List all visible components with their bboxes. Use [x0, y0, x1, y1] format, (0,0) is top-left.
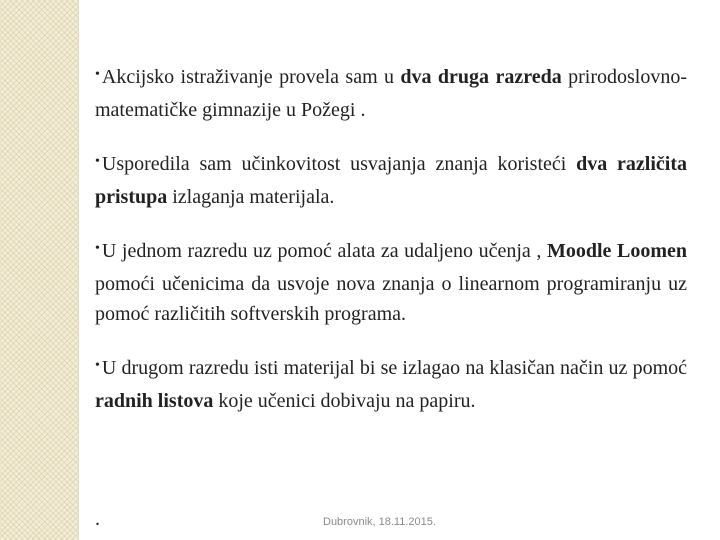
paragraph-2-bold: dva različita pristupa [95, 153, 687, 208]
paragraph-4-text: U drugom razredu isti materijal bi se izlagao na klasičan način uz pomoć [101, 357, 687, 379]
paragraph-2-text: Usporedila sam učinkovitost usvajanja znanja koristeći [101, 153, 577, 175]
decorative-side-strip [0, 0, 78, 540]
paragraph-2-text-end: izlaganja materijala. [167, 186, 335, 208]
slide-body [95, 62, 687, 416]
paragraph-1-text-end: prirodoslovno-matematičke gimnazije u Požegi . [95, 66, 687, 121]
paragraph-3-text: U jednom razredu uz pomoć alata za udaljeno učenja , [101, 240, 547, 262]
paragraph-2 [95, 149, 687, 212]
paragraph-4-bold: radnih listova [95, 390, 214, 412]
paragraph-4-text-end: koje učenici dobivaju na papiru. [213, 390, 476, 412]
paragraph-3-text-end: pomoći učenicima da usvoje nova znanja o linearnom programiranju uz pomoć različitih softverskih programa. [95, 273, 687, 325]
bullet-icon: • [95, 154, 100, 169]
bullet-icon: • [95, 358, 100, 373]
paragraph-3-bold: Moodle Loomen [546, 240, 688, 262]
paragraph-1-bold: dva druga razreda [400, 66, 562, 88]
bullet-icon: • [95, 67, 100, 82]
paragraph-4 [95, 353, 687, 416]
footer-date: Dubrovnik, 18.11.2015. [323, 516, 436, 528]
paragraph-1-text: Akcijsko istraživanje provela sam u [101, 66, 401, 88]
side-strip-edge [78, 0, 79, 540]
bullet-icon: • [95, 241, 100, 256]
paragraph-3 [95, 236, 687, 329]
footer-dot: . [95, 508, 100, 530]
paragraph-1 [95, 62, 687, 125]
